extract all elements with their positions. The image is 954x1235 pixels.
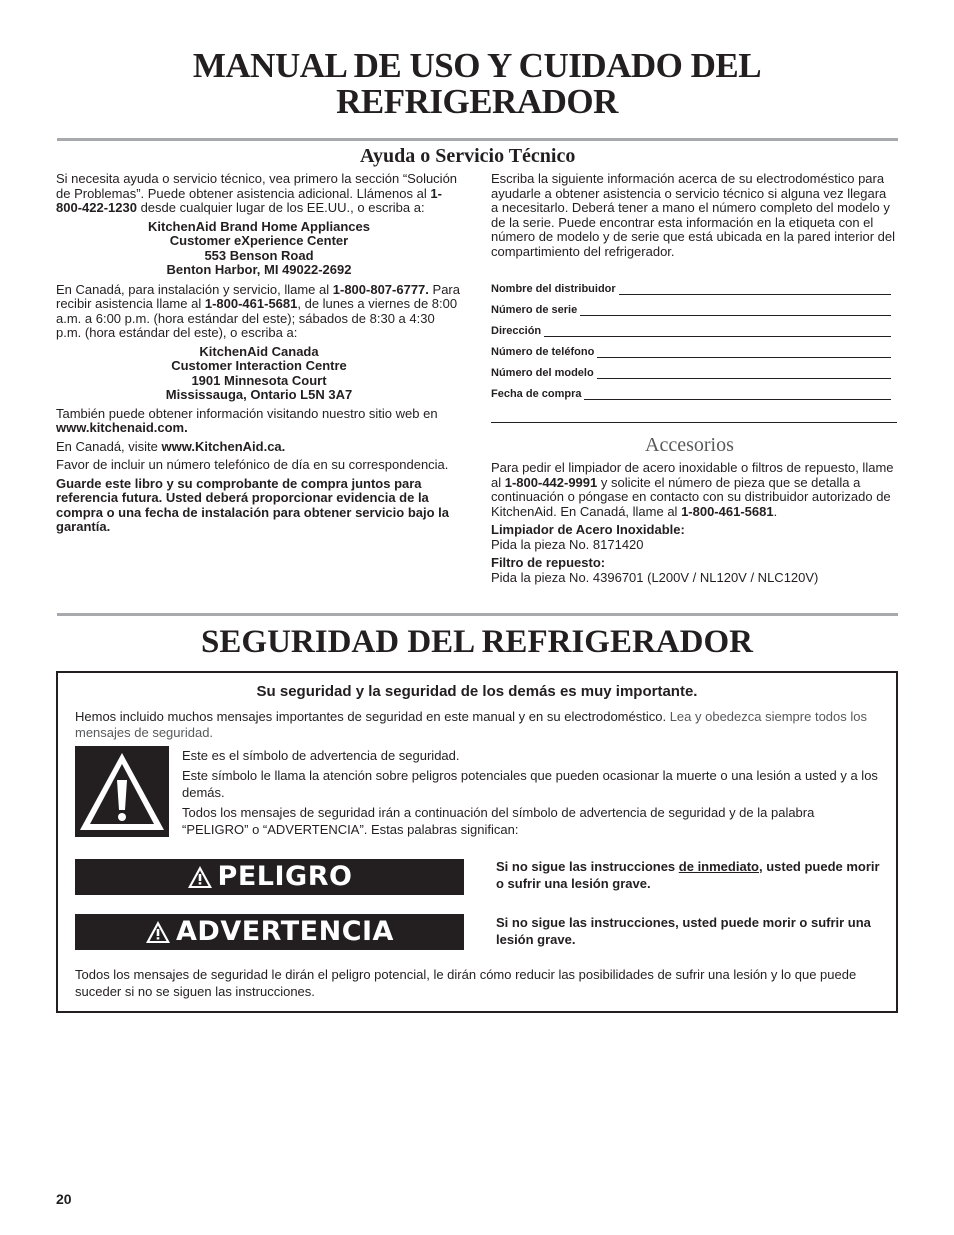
page-number: 20 <box>56 1191 72 1207</box>
title-line-2: REFRIGERADOR <box>336 82 618 121</box>
field-distribuidor[interactable]: Nombre del distribuidor <box>491 283 891 295</box>
help-intro: Si necesita ayuda o servicio técnico, vea primero la sección “Solución de Problemas”. Puede obtener asistencia adicional. Llámenos al 1-800-422-1230 desde cualquier lugar de los EE.UU., o escriba a: <box>56 171 458 215</box>
symbol-line-3: Todos los mensajes de seguridad irán a continuación del símbolo de advertencia de seguridad y de la palabra “PELIGRO” o “ADVERTENCIA”. Estas palabras significan: <box>182 805 815 837</box>
warning-label: ADVERTENCIA <box>75 914 464 950</box>
keep-note: Guarde este libro y su comprobante de compra juntos para referencia futura. Usted deberá proporcionar evidencia de la compra o una fecha de instalación para obtener servicio bajo la garantía. <box>56 475 450 534</box>
symbol-line-2: Este símbolo le llama la atención sobre peligros potenciales que pueden ocasionar la muerte o una lesión a usted y a los demás. <box>182 768 878 800</box>
safety-title: SEGURIDAD DEL REFRIGERADOR <box>201 624 753 660</box>
filter-label: Filtro de repuesto: <box>491 555 606 570</box>
warning-text: Si no sigue las instrucciones, usted puede morir o sufrir una lesión grave. <box>496 915 871 947</box>
web-info-canada: En Canadá, visite www.KitchenAid.ca. <box>56 438 286 454</box>
field-direccion[interactable]: Dirección <box>491 325 891 337</box>
help-column <box>56 172 462 535</box>
accessories-column <box>491 461 897 585</box>
middle-rule <box>57 613 898 616</box>
filter-value: Pida la pieza No. 4396701 (L200V / NL120V / NLC120V) <box>491 569 819 585</box>
safety-alert-symbol <box>75 746 169 837</box>
web-info: También puede obtener información visitando nuestro sitio web en www.kitchenaid.com. <box>56 405 438 435</box>
field-fecha[interactable]: Fecha de compra <box>491 388 891 400</box>
warning-triangle-icon <box>75 746 169 837</box>
web-link-us[interactable]: www.kitchenaid.com. <box>56 420 188 435</box>
safety-intro: Hemos incluido muchos mensajes importantes de seguridad en este manual y en su electrodoméstico. Lea y obedezca siempre todos los mensajes de seguridad. <box>75 709 867 740</box>
accessories-rule <box>491 422 897 423</box>
safety-box-heading: Su seguridad y la seguridad de los demás es muy importante. <box>256 683 698 700</box>
cleaner-value: Pida la pieza No. 8171420 <box>491 536 644 552</box>
warning-alert-icon <box>145 920 171 944</box>
field-telefono[interactable]: Número de teléfono <box>491 346 891 358</box>
accessories-heading: Accesorios <box>645 434 734 456</box>
canada-address: KitchenAid Canada Customer Interaction Centre 1901 Minnesota Court Mississauga, Ontario L5N 3A7 <box>165 343 353 402</box>
help-heading: Ayuda o Servicio Técnico <box>360 145 576 167</box>
phone-us: 1-800-422-1230 <box>56 185 442 215</box>
title-line-1: MANUAL DE USO Y CUIDADO DEL <box>192 46 762 85</box>
danger-alert-icon <box>187 865 213 889</box>
symbol-explanation <box>182 747 882 838</box>
page-title <box>0 48 954 120</box>
field-modelo[interactable]: Número del modelo <box>491 367 891 379</box>
top-rule <box>57 138 898 141</box>
danger-label: PELIGRO <box>75 859 464 895</box>
phone-note: Favor de incluir un número telefónico de día en su correspondencia. <box>56 457 449 472</box>
info-text: Escriba la siguiente información acerca de su electrodoméstico para ayudarle a obtener asistencia o servicio técnico si alguna vez llegara a necesitarlo. Deberá tener a mano el número completo del modelo y de la serie. Puede encontrar esta información en la etiqueta con el número de modelo y de serie que está ubicada en la pared interior del compartimiento del refrigerador. <box>491 171 895 259</box>
danger-text: Si no sigue las instrucciones de inmediato, usted puede morir o sufrir una lesión grave. <box>496 859 880 891</box>
web-link-ca[interactable]: www.KitchenAid.ca. <box>161 438 286 454</box>
cleaner-label: Limpiador de Acero Inoxidable: <box>491 522 685 537</box>
field-serie[interactable]: Número de serie <box>491 304 891 316</box>
canada-info: En Canadá, para instalación y servicio, llame al 1-800-807-6777. Para recibir asistencia llame al 1-800-461-5681, de lunes a viernes de 8:00 a.m. a 6:00 p.m. (hora estándar del este); sábados de 8:30 a 4:30 p.m. (hora estándar del este), o escriba a: <box>56 281 460 340</box>
safety-footer: Todos los mensajes de seguridad le dirán el peligro potencial, le dirán cómo reducir las posibilidades de sufrir una lesión y lo que puede suceder si no se siguen las instrucciones. <box>75 967 857 999</box>
accessories-text: Para pedir el limpiador de acero inoxidable o filtros de repuesto, llame al 1-800-442-9991 y solicite el número de pieza que se detalla a continuación o póngase en contacto con su distribuidor autorizado de KitchenAid. En Canadá, llame al 1-800-461-5681. <box>491 460 894 519</box>
us-address: KitchenAid Brand Home Appliances Customer eXperience Center 553 Benson Road Benton Harbor, MI 49022-2692 <box>148 218 370 277</box>
symbol-line-1: Este es el símbolo de advertencia de seguridad. <box>182 748 460 763</box>
